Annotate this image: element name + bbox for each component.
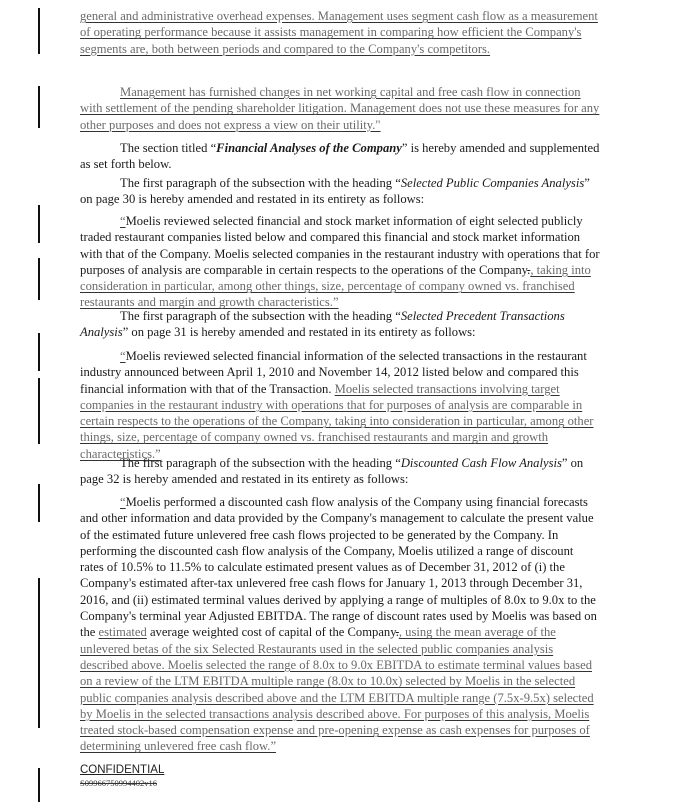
- section-intro-after: ” is hereby amended and supplemented as set forth below.: [80, 141, 600, 172]
- change-bar: [38, 86, 40, 128]
- section-title: Financial Analyses of the Company: [216, 141, 402, 155]
- change-bar: [38, 484, 40, 522]
- heading-after: ” on page 30 is hereby amended and restated in its entirety as follows:: [80, 176, 590, 207]
- subsection-heading: Selected Public Companies Analysis: [400, 176, 585, 190]
- deleted-text: .: [527, 262, 531, 277]
- change-bar: [38, 205, 40, 243]
- added-text: Moelis selected transactions involving target companies in the restaurant industry with operations that for purposes of analysis are comparable in certain respects to the operations of the Company, taking into consideration in particular, among other things, size, percentage of company owned vs. franchised restaurants and margin and growth characteristics.”: [80, 381, 594, 461]
- quote-body-continued: average weighted cost of capital of the Company: [146, 625, 396, 640]
- quote-body: Moelis performed a discounted cash flow analysis of the Company using financial forecasts and other information and data provided by the Company's management to calculate the present value of the estimated future unlevered free cash flows projected to be generated by the Company. In performing the discounted cash flow analysis of the Company, Moelis utilized a range of discount rates of 10.5% to 11.5% to calculate estimated present values as of December 31, 2012 of (i) the Company's estimated after-tax unlevered free cash flows for January 1, 2013 through December 31, 2016, and (ii) estimated terminal values derived by applying a range of multiples of 8.0x to 9.0x to the Company's terminal year Adjusted EBITDA. The range of discount rates used by Moelis was based on the: [80, 495, 597, 640]
- open-quote: “: [120, 495, 126, 509]
- subsection-heading: Discounted Cash Flow Analysis: [400, 456, 562, 470]
- change-bar: [38, 378, 40, 444]
- open-quote: “: [120, 214, 126, 228]
- change-bar: [38, 333, 40, 371]
- heading-before: The first paragraph of the subsection with the heading “: [120, 176, 401, 190]
- change-bar: [38, 578, 40, 728]
- management-quote: Management has furnished changes in net working capital and free cash flow in connection with settlement of the pending shareholder litigation. Management does not use these measures for any other purposes and does not express a view on their utility.": [80, 85, 600, 132]
- heading-before: The first paragraph of the subsection with the heading “: [120, 456, 401, 470]
- inserted-word: estimated: [98, 625, 147, 640]
- added-text: , taking into consideration in particular, among other things, size, percentage of company owned vs. franchised restaurants and margin and growth characteristics.”: [80, 262, 591, 310]
- deleted-text: .: [395, 625, 399, 640]
- heading-after: ” on page 31 is hereby amended and restated in its entirety as follows:: [122, 325, 476, 340]
- dcf-heading-paragraph: [80, 455, 600, 488]
- added-text: , using the mean average of the unlevered betas of the six Selected Restaurants used in the selected public companies analysis described above. Moelis selected the range of 8.0x to 9.0x EBITDA to estimate terminal values based on a review of the LTM EBITDA multiple range (8.0x to 10.0x) selected by Moelis in the selected public companies analysis described above and the LTM EBITDA multiple range (7.5x-9.5x) selected by Moelis in the selected transactions analysis described above. For purposes of this analysis, Moelis treated stock-based compensation expense and pre-opening expense as cash expenses for purposes of determining unlevered free cash flow.”: [80, 625, 594, 754]
- quote-body: Moelis reviewed selected financial information of the selected transactions in the restaurant industry announced between April 1, 2010 and November 14, 2012 listed below and compared this financial information with that of the Transaction.: [80, 349, 587, 396]
- subsection-heading: Selected Precedent Transactions Analysis: [80, 309, 565, 340]
- quote-body: Moelis reviewed selected financial and stock market information of eight selected publicly traded restaurant companies listed below and compared this financial and stock market information with that of the Company. Moelis selected companies in the restaurant industry with operations that for purposes of analysis are comparable in certain respects to the operations of the Company: [80, 214, 600, 277]
- section-intro-before: The section titled “: [120, 141, 217, 155]
- open-quote: “: [120, 349, 126, 363]
- section-intro-paragraph: [80, 140, 600, 173]
- heading-after: ” on page 32 is hereby amended and restated in its entirety as follows:: [80, 456, 584, 487]
- heading-before: The first paragraph of the subsection with the heading “: [120, 309, 401, 323]
- top-quote: general and administrative overhead expenses. Management uses segment cash flow as a measurement of operating performance because it assists management in comparing how efficient the Company's segments are, both between periods and compared to the Company's competitors.: [80, 9, 598, 56]
- dcf-quote: [80, 494, 600, 755]
- precedent-quote: [80, 348, 600, 462]
- change-bar: [38, 768, 40, 802]
- selected-public-quote: [80, 213, 600, 311]
- document-id: S09966750994402v16: [80, 778, 157, 788]
- change-bar: [38, 258, 40, 300]
- precedent-heading-paragraph: [80, 308, 600, 341]
- selected-public-heading-paragraph: [80, 175, 600, 208]
- change-bar: [38, 8, 40, 54]
- confidential-label: CONFIDENTIAL: [80, 764, 165, 776]
